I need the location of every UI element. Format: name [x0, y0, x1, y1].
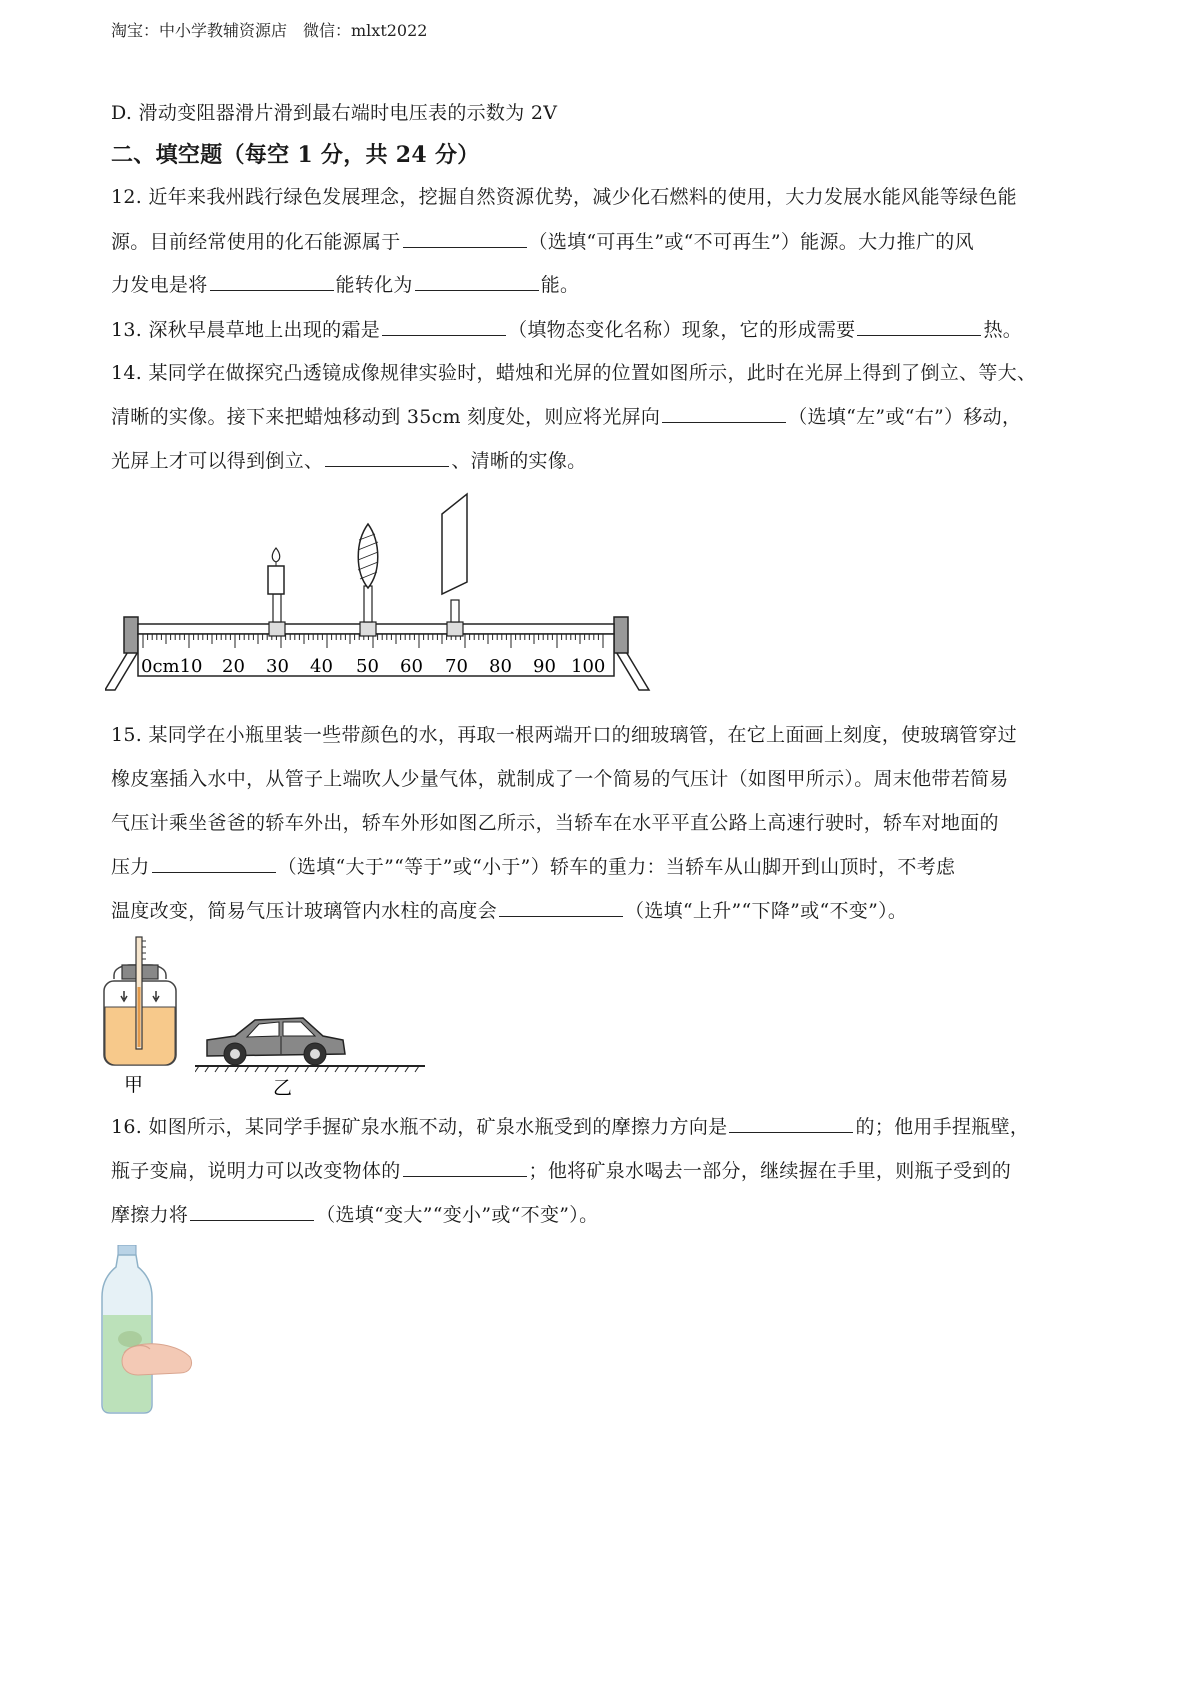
optical-bench-figure [105, 490, 705, 700]
ruler-label: 100 [571, 656, 606, 677]
answer-blank[interactable] [382, 317, 506, 336]
answer-blank[interactable] [190, 1202, 314, 1221]
ruler-label: 30 [266, 656, 289, 677]
q15-line2: 橡皮塞插入水中，从管子上端吹人少量气体，就制成了一个简易的气压计（如图甲所示）。周末他带若简易 [111, 768, 1009, 790]
q12-text: 能。 [540, 274, 580, 296]
option-d: D. 滑动变阻器滑片滑到最右端时电压表的示数为 2V [111, 102, 558, 124]
q16-text: 瓶子变扁，说明力可以改变物体的 [111, 1160, 401, 1182]
q14-line3 [111, 446, 586, 473]
q15-text: 压力 [111, 856, 150, 878]
q12-line1: 12. 近年来我州践行绿色发展理念，挖掘自然资源优势，减少化石燃料的使用，大力发展水能风能等绿色能 [111, 186, 1017, 208]
answer-blank[interactable] [403, 229, 527, 248]
q15-line3: 气压计乘坐爸爸的轿车外出，轿车外形如图乙所示，当轿车在水平平直公路上高速行驶时，轿车对地面的 [111, 812, 999, 834]
q15-line5 [111, 896, 907, 923]
section-title: 二、填空题（每空 1 分，共 24 分） [111, 142, 480, 168]
q15-line4 [111, 852, 955, 879]
q13-line [111, 315, 1022, 342]
answer-blank[interactable] [152, 854, 276, 873]
answer-blank[interactable] [210, 272, 334, 291]
answer-blank[interactable] [325, 448, 449, 467]
q14-text: 光屏上才可以得到倒立、 [111, 450, 324, 472]
q14-text: 清晰的实像。接下来把蜡烛移动到 35cm 刻度处，则应将光屏向 [111, 406, 661, 428]
q16-text: ；他将矿泉水喝去一部分，继续握在手里，则瓶子受到的 [528, 1160, 1012, 1182]
q12-line2 [111, 227, 974, 254]
candle [268, 548, 285, 636]
convex-lens [358, 524, 378, 636]
q16-line3 [111, 1200, 598, 1227]
ruler-label: 50 [356, 656, 379, 677]
barometer-figure [100, 935, 180, 1095]
q14-line2 [111, 402, 1021, 429]
water-bottle-figure [100, 1245, 200, 1415]
answer-blank[interactable] [662, 404, 786, 423]
q16-text: 摩擦力将 [111, 1204, 189, 1226]
q12-text: （选填“可再生”或“不可再生”）能源。大力推广的风 [528, 231, 974, 253]
q14-text: （选填“左”或“右”）移动， [788, 406, 1022, 428]
q13-text: （填物态变化名称）现象，它的形成需要 [508, 319, 856, 341]
bench-end-left [124, 617, 138, 653]
q14-text: 、清晰的实像。 [451, 450, 587, 472]
ruler-label: 20 [222, 656, 245, 677]
answer-blank[interactable] [499, 898, 623, 917]
q12-text: 力发电是将 [111, 274, 208, 296]
light-screen [442, 494, 467, 636]
answer-blank[interactable] [403, 1158, 527, 1177]
bench-leg-left [105, 650, 139, 690]
q12-line3 [111, 270, 579, 297]
q15-text: （选填“大于”“等于”或“小于”）轿车的重力：当轿车从山脚开到山顶时，不考虑 [277, 856, 956, 878]
answer-blank[interactable] [729, 1114, 853, 1133]
q13-text: 13. 深秋早晨草地上出现的霜是 [111, 319, 381, 341]
ruler-label: 0cm10 [141, 656, 203, 677]
ruler-label: 40 [310, 656, 333, 677]
ruler-label: 70 [445, 656, 468, 677]
q15-line1: 15. 某同学在小瓶里装一些带颜色的水，再取一根两端开口的细玻璃管，在它上面画上刻度，使玻璃管穿过 [111, 724, 1017, 746]
car-figure [195, 1000, 425, 1100]
q15-text: 温度改变，简易气压计玻璃管内水柱的高度会 [111, 900, 498, 922]
q16-text: 16. 如图所示，某同学手握矿泉水瓶不动，矿泉水瓶受到的摩擦力方向是 [111, 1116, 728, 1138]
bench-leg-right [615, 650, 649, 690]
q12-text: 能转化为 [335, 274, 413, 296]
fig-label-jia: 甲 [124, 1074, 144, 1095]
answer-blank[interactable] [857, 317, 981, 336]
q15-text: （选填“上升”“下降”或“不变”）。 [625, 900, 908, 922]
ruler-label: 80 [489, 656, 512, 677]
ruler-label: 90 [533, 656, 556, 677]
q13-text: 热。 [983, 319, 1023, 341]
fig-label-yi: 乙 [273, 1077, 293, 1099]
q16-text: （选填“变大”“变小”或“不变”）。 [316, 1204, 599, 1226]
page-header: 淘宝：中小学教辅资源店 微信：mlxt2022 [111, 21, 428, 40]
q12-text: 源。目前经常使用的化石能源属于 [111, 231, 401, 253]
bench-end-right [614, 617, 628, 653]
q16-line1 [111, 1112, 1029, 1139]
q16-text: 的；他用手捏瓶壁， [855, 1116, 1030, 1138]
ruler-label: 60 [400, 656, 423, 677]
answer-blank[interactable] [415, 272, 539, 291]
q16-line2 [111, 1156, 1011, 1183]
q14-line1: 14. 某同学在做探究凸透镜成像规律实验时，蜡烛和光屏的位置如图所示，此时在光屏上得到了倒立、等大、 [111, 362, 1037, 384]
